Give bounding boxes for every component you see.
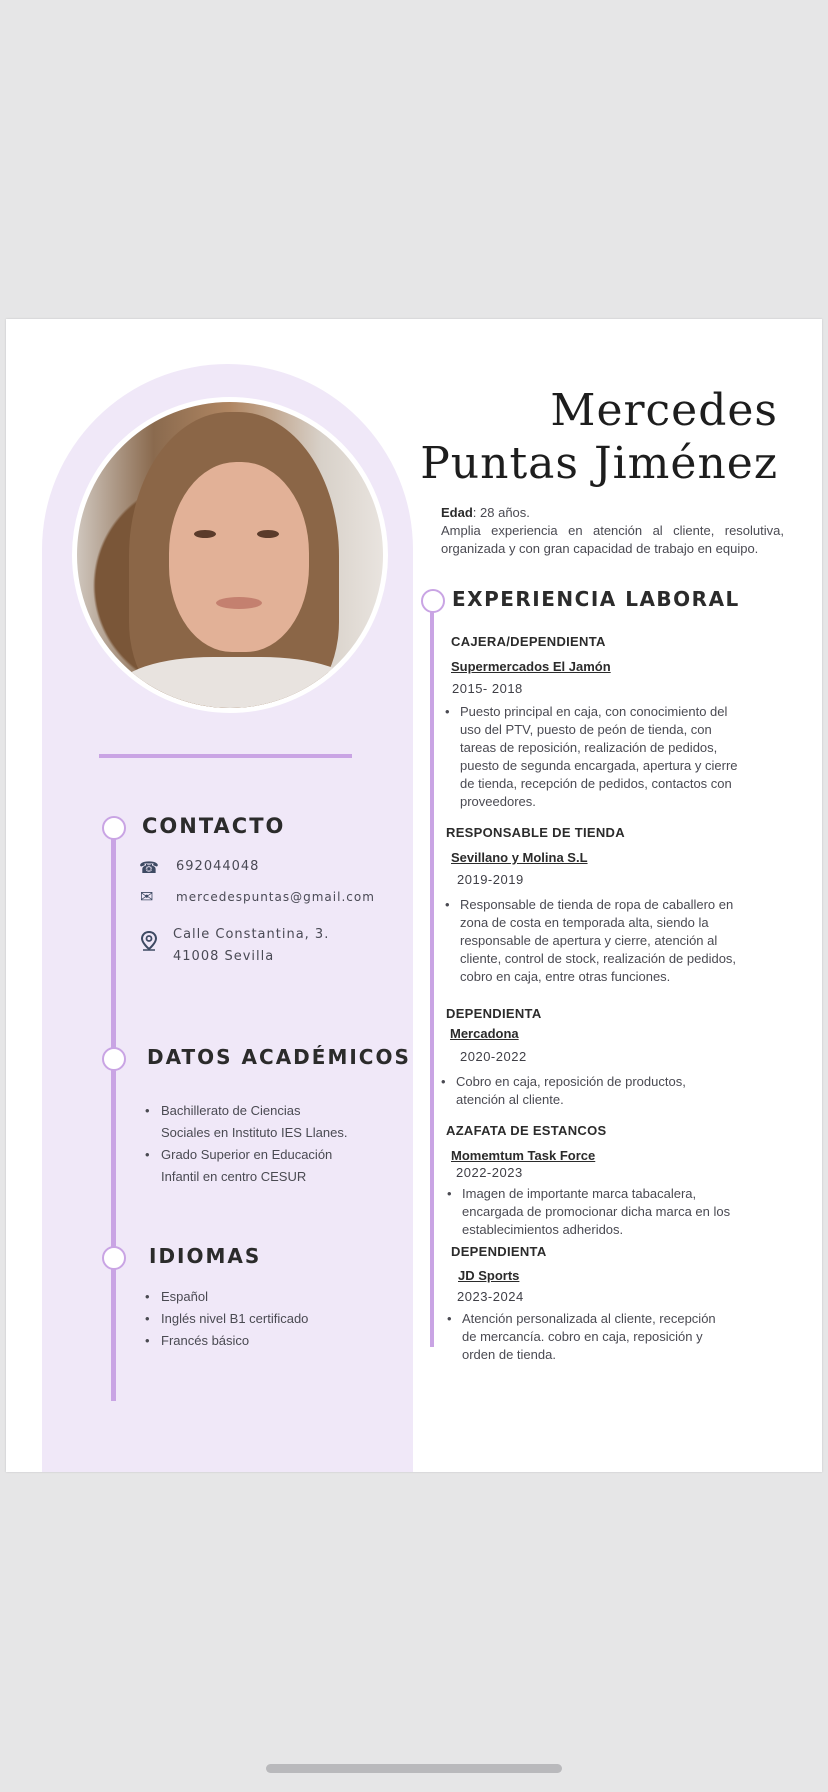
home-indicator[interactable] bbox=[266, 1764, 562, 1773]
job-title: DEPENDIENTA bbox=[451, 1244, 547, 1259]
address-line-1: Calle Constantina, 3. bbox=[173, 927, 330, 942]
academic-list bbox=[145, 1100, 385, 1188]
job-description: • Responsable de tienda de ropa de caballero en zona de costa en temporada alta, siendo la responsable de apertura y cierre, atención al cliente, control de stock, realización de pedidos, cobro en caja, entre otras funciones. bbox=[445, 897, 737, 984]
languages-heading: IDIOMAS bbox=[149, 1244, 262, 1268]
job-description: • Imagen de importante marca tabacalera, encargada de promocionar dicha marca en los establecimientos adheridos. bbox=[447, 1186, 731, 1237]
academic-heading: DATOS ACADÉMICOS bbox=[147, 1045, 411, 1069]
languages-list bbox=[145, 1286, 385, 1352]
experience-heading: EXPERIENCIA LABORAL bbox=[452, 587, 740, 611]
list-item: • Inglés nivel B1 certificado bbox=[145, 1308, 385, 1330]
experience-marker bbox=[421, 589, 445, 613]
languages-marker bbox=[102, 1246, 126, 1270]
job-years: 2020-2022 bbox=[460, 1049, 527, 1064]
job-years: 2022-2023 bbox=[456, 1165, 523, 1180]
job-years: 2019-2019 bbox=[457, 872, 524, 887]
address-line-2: 41008 Sevilla bbox=[173, 949, 275, 964]
contact-heading: CONTACTO bbox=[142, 814, 286, 838]
contact-marker bbox=[102, 816, 126, 840]
right-timeline bbox=[430, 609, 434, 1347]
person-name bbox=[420, 384, 778, 490]
job-company: Sevillano y Molina S.L bbox=[451, 850, 588, 865]
academic-marker bbox=[102, 1047, 126, 1071]
summary-text: Amplia experiencia en atención al cliente, resolutiva, organizada y con gran capacidad de trabajo en equipo. bbox=[441, 523, 784, 556]
profile-summary bbox=[441, 504, 784, 558]
name-line-2: Puntas Jiménez bbox=[420, 438, 778, 489]
email-address: mercedespuntas@gmail.com bbox=[176, 890, 375, 904]
profile-photo bbox=[72, 397, 388, 713]
location-pin-icon bbox=[140, 931, 158, 955]
job-title: RESPONSABLE DE TIENDA bbox=[446, 825, 625, 840]
list-item: • Español bbox=[145, 1286, 385, 1308]
job-years: 2023-2024 bbox=[457, 1289, 524, 1304]
job-description: • Cobro en caja, reposición de productos, atención al cliente. bbox=[441, 1074, 686, 1107]
phone-icon: ☎ bbox=[139, 860, 159, 877]
left-timeline bbox=[111, 825, 116, 1401]
name-line-1: Mercedes bbox=[550, 385, 778, 436]
age-value: : 28 años. bbox=[472, 505, 530, 520]
resume-page bbox=[6, 319, 822, 1472]
job-title: DEPENDIENTA bbox=[446, 1006, 542, 1021]
job-company: Mercadona bbox=[450, 1026, 519, 1041]
phone-number: 692044048 bbox=[176, 859, 260, 874]
list-item: • Francés básico bbox=[145, 1330, 385, 1352]
job-title: AZAFATA DE ESTANCOS bbox=[446, 1123, 607, 1138]
photo-divider bbox=[99, 754, 352, 758]
job-company: Supermercados El Jamón bbox=[451, 659, 611, 674]
job-company: JD Sports bbox=[458, 1268, 520, 1283]
job-title: CAJERA/DEPENDIENTA bbox=[451, 634, 606, 649]
job-years: 2015- 2018 bbox=[452, 681, 523, 696]
job-description: • Puesto principal en caja, con conocimiento del uso del PTV, puesto de peón de tienda, con tareas de reposición, realización de pedidos, puesto de segunda encargada, apertura y cierre de tienda, recepción de pedidos, contactos con proveedores. bbox=[445, 704, 738, 809]
age-label: Edad bbox=[441, 505, 473, 520]
job-company: Momemtum Task Force bbox=[451, 1148, 596, 1163]
list-item: • Grado Superior en Educación Infantil en centro CESUR bbox=[145, 1144, 385, 1188]
job-description: • Atención personalizada al cliente, recepción de mercancía. cobro en caja, reposición y orden de tienda. bbox=[447, 1311, 716, 1362]
email-icon: ✉ bbox=[140, 889, 154, 906]
list-item: • Bachillerato de Ciencias Sociales en Instituto IES Llanes. bbox=[145, 1100, 385, 1144]
